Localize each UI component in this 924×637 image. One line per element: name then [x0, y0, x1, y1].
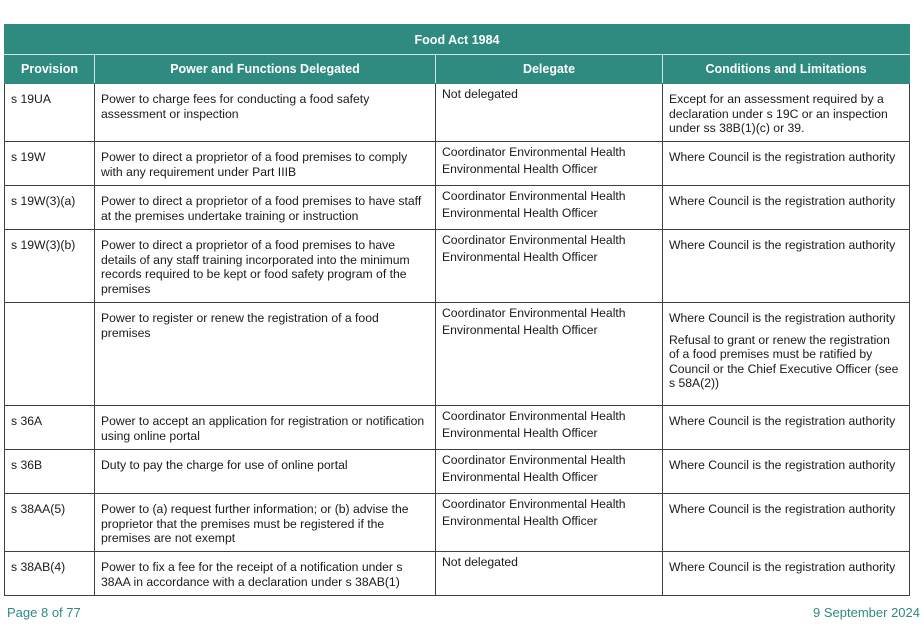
conditions-cell: [663, 494, 910, 552]
power-cell: Power to direct a proprietor of a food premises to have staff at the premises undertake training or instruction: [95, 186, 436, 230]
delegate-line: Environmental Health Officer: [442, 323, 598, 337]
table-row: [5, 186, 910, 230]
delegate-line: Not delegated: [442, 555, 518, 569]
delegate-cell: [436, 494, 663, 552]
conditions-cell: [663, 552, 910, 596]
provision-cell: s 38AB(4): [5, 552, 95, 596]
condition-text: Where Council is the registration authority: [669, 458, 896, 472]
delegate-line: Environmental Health Officer: [442, 162, 598, 176]
condition-text: Where Council is the registration authority: [669, 502, 896, 516]
delegate-line: Coordinator Environmental Health: [442, 306, 626, 320]
condition-text: Where Council is the registration authority: [669, 560, 896, 574]
provision-cell: s 19W(3)(a): [5, 186, 95, 230]
conditions-cell: [663, 142, 910, 186]
delegate-cell: [436, 303, 663, 406]
document-date: 9 September 2024: [813, 605, 920, 620]
condition-text: Where Council is the registration authority: [669, 311, 896, 325]
delegate-line: Environmental Health Officer: [442, 426, 598, 440]
condition-text: Where Council is the registration authority: [669, 194, 896, 208]
table-title: Food Act 1984: [5, 25, 910, 55]
condition-text: Refusal to grant or renew the registration of a food premises must be ratified by Council or the Chief Executive Officer (see s 58A(2)): [669, 332, 899, 391]
column-header-provision: Provision: [5, 55, 95, 84]
delegate-line: Coordinator Environmental Health: [442, 233, 626, 247]
column-header-power: Power and Functions Delegated: [95, 55, 436, 84]
delegate-line: Coordinator Environmental Health: [442, 189, 626, 203]
table-row: [5, 406, 910, 450]
power-cell: Power to direct a proprietor of a food premises to have details of any staff training incorporated into the minimum records required to be kept or food safety program of the premises: [95, 230, 436, 303]
table-row: [5, 450, 910, 494]
provision-cell: s 36B: [5, 450, 95, 494]
table-row: [5, 230, 910, 303]
table-title-row: [5, 25, 910, 55]
delegate-cell: [436, 406, 663, 450]
condition-text: Where Council is the registration authority: [669, 414, 896, 428]
delegate-cell: [436, 450, 663, 494]
conditions-cell: [663, 230, 910, 303]
delegate-line: Environmental Health Officer: [442, 206, 598, 220]
provision-cell: s 19W: [5, 142, 95, 186]
power-cell: Duty to pay the charge for use of online portal: [95, 450, 436, 494]
table-header-row: [5, 55, 910, 84]
provision-cell: s 19W(3)(b): [5, 230, 95, 303]
delegate-line: Coordinator Environmental Health: [442, 497, 626, 511]
delegations-table: [4, 24, 910, 596]
provision-cell: s 36A: [5, 406, 95, 450]
power-cell: Power to accept an application for registration or notification using online portal: [95, 406, 436, 450]
delegate-line: Environmental Health Officer: [442, 514, 598, 528]
power-cell: Power to charge fees for conducting a food safety assessment or inspection: [95, 84, 436, 142]
delegate-line: Coordinator Environmental Health: [442, 453, 626, 467]
conditions-cell: [663, 450, 910, 494]
delegate-cell: [436, 186, 663, 230]
delegate-cell: [436, 552, 663, 596]
conditions-cell: [663, 186, 910, 230]
conditions-cell: [663, 84, 910, 142]
table-row: [5, 142, 910, 186]
delegate-cell: [436, 230, 663, 303]
conditions-cell: [663, 303, 910, 406]
delegate-line: Environmental Health Officer: [442, 250, 598, 264]
power-cell: Power to fix a fee for the receipt of a notification under s 38AA in accordance with a declaration under s 38AB(1): [95, 552, 436, 596]
table-row: [5, 552, 910, 596]
provision-cell: [5, 303, 95, 406]
provision-cell: s 19UA: [5, 84, 95, 142]
delegate-line: Not delegated: [442, 87, 518, 101]
condition-text: Except for an assessment required by a declaration under s 19C or an inspection under ss 38B(1)(c) or 39.: [669, 92, 888, 136]
condition-text: Where Council is the registration authority: [669, 238, 896, 252]
conditions-cell: [663, 406, 910, 450]
delegate-cell: [436, 84, 663, 142]
table-row: [5, 84, 910, 142]
delegations-table-container: [4, 24, 909, 596]
column-header-delegate: Delegate: [436, 55, 663, 84]
column-header-conditions: Conditions and Limitations: [663, 55, 910, 84]
power-cell: Power to (a) request further information; or (b) advise the proprietor that the premises must be registered if the premises are not exempt: [95, 494, 436, 552]
delegate-line: Coordinator Environmental Health: [442, 145, 626, 159]
condition-text: Where Council is the registration authority: [669, 150, 896, 164]
delegate-line: Coordinator Environmental Health: [442, 409, 626, 423]
table-row: [5, 494, 910, 552]
power-cell: Power to direct a proprietor of a food premises to comply with any requirement under Part IIIB: [95, 142, 436, 186]
table-row: [5, 303, 910, 406]
power-cell: Power to register or renew the registration of a food premises: [95, 303, 436, 406]
delegate-line: Environmental Health Officer: [442, 470, 598, 484]
page-number: Page 8 of 77: [7, 605, 81, 620]
delegate-cell: [436, 142, 663, 186]
provision-cell: s 38AA(5): [5, 494, 95, 552]
